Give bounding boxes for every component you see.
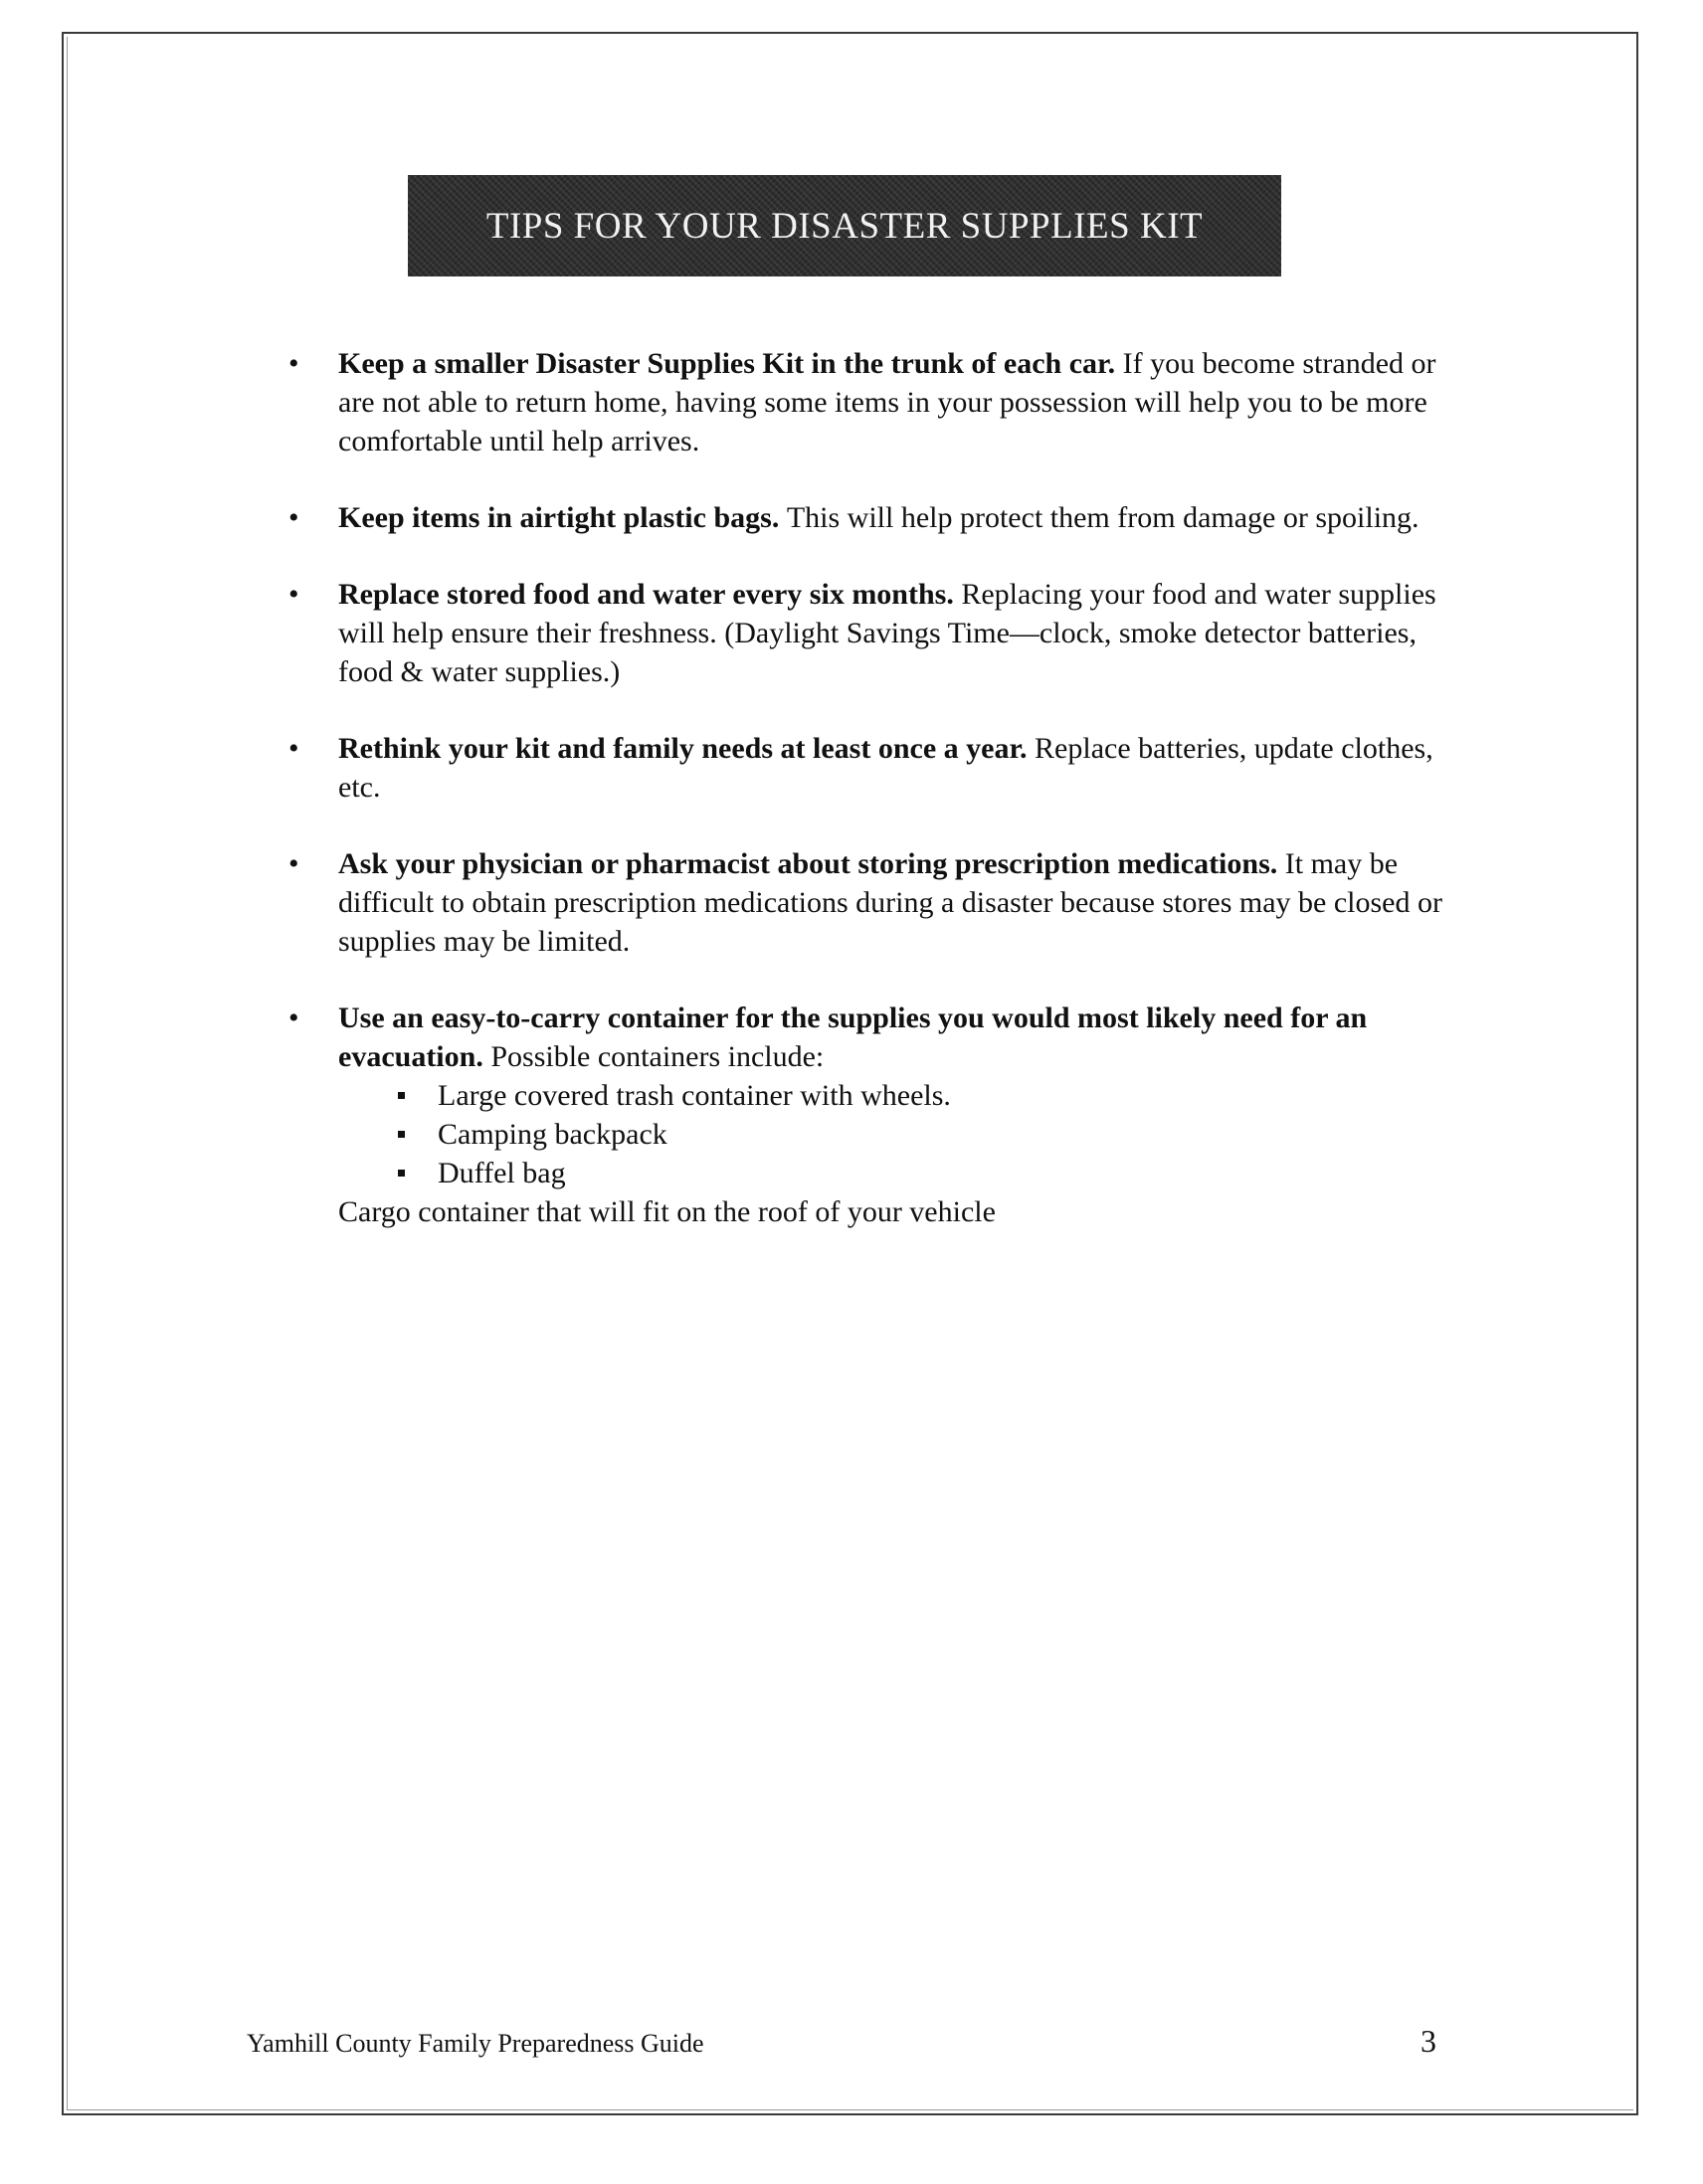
container-option-label: Camping backpack [438, 1118, 667, 1151]
bullet: • [288, 1001, 299, 1034]
square-bullet-icon [398, 1131, 405, 1138]
tip-item [288, 498, 1462, 537]
title-banner [408, 175, 1281, 276]
container-option [438, 1076, 1462, 1115]
footer-guide-title: Yamhill County Family Preparedness Guide [247, 2029, 704, 2058]
tip-lead: Replace stored food and water every six months. [338, 578, 962, 611]
tip-text: Possible containers include: [490, 1040, 825, 1073]
bullet: • [288, 847, 299, 880]
bullet: • [288, 501, 299, 534]
tip-lead: Use an easy-to-carry container for the supplies you would most likely need for an evacuation. [338, 1001, 1368, 1073]
tip-text: Replace batteries, update clothes, etc. [338, 732, 1433, 804]
container-option-label: Duffel bag [438, 1157, 566, 1189]
tip-item [288, 729, 1462, 807]
tip-text: If you become stranded or are not able to return home, having some items in your possession will help you to be more comfortable until help arrives. [338, 347, 1436, 457]
tip-lead: Rethink your kit and family needs at least once a year. [338, 732, 1036, 765]
container-option [438, 1154, 1462, 1192]
tip-lead: Keep a smaller Disaster Supplies Kit in the trunk of each car. [338, 347, 1123, 380]
container-options-list [338, 1076, 1462, 1192]
tip-lead: Keep items in airtight plastic bags. [338, 501, 787, 534]
page-number: 3 [1420, 2023, 1436, 2059]
tip-text: Replacing your food and water supplies will help ensure their freshness. (Daylight Savings Time—clock, smoke detector batteries, food & water supplies.) [338, 578, 1436, 688]
container-option-label: Large covered trash container with wheels. [438, 1079, 951, 1112]
tip-text: It may be difficult to obtain prescription medications during a disaster because stores may be closed or supplies may be limited. [338, 847, 1442, 958]
tip-lead: Ask your physician or pharmacist about storing prescription medications. [338, 847, 1285, 880]
tip-item [288, 344, 1462, 460]
tip-item [288, 844, 1462, 961]
tips-list [288, 344, 1462, 1269]
bullet: • [288, 347, 299, 380]
page-title: TIPS FOR YOUR DISASTER SUPPLIES KIT [485, 205, 1204, 247]
square-bullet-icon [398, 1092, 405, 1099]
tip-item [288, 575, 1462, 691]
bullet: • [288, 578, 299, 611]
bullet: • [288, 732, 299, 765]
tip-text: This will help protect them from damage or spoiling. [786, 501, 1419, 534]
tip-item [288, 999, 1462, 1231]
cargo-container-note: Cargo container that will fit on the roof of your vehicle [338, 1195, 996, 1228]
square-bullet-icon [398, 1170, 405, 1177]
container-option [438, 1115, 1462, 1154]
